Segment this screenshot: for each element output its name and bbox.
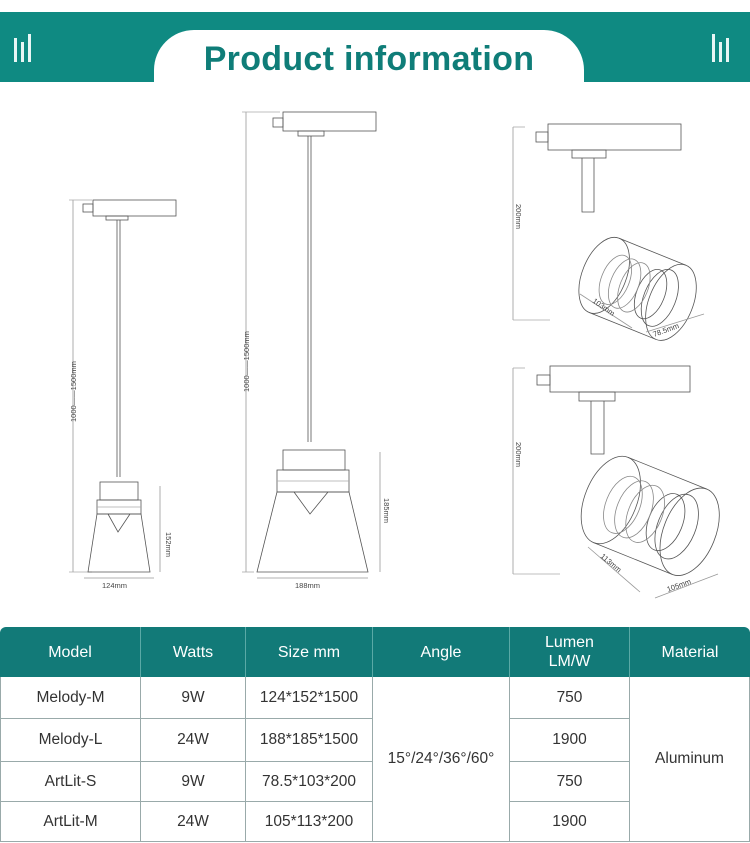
column-header-size: Size mm [277, 643, 341, 661]
melody-l-drawing [242, 112, 380, 578]
table-cell-lumen: 1900 [510, 719, 630, 762]
melody-m-height: 152mm [164, 532, 173, 558]
table-cell-model: Melody-L [0, 719, 141, 762]
table-cell-watts: 24W [141, 802, 246, 842]
melody-l-height: 185mm [382, 498, 391, 524]
table-cell-lumen: 750 [510, 762, 630, 802]
table-cell-size: 105*113*200 [246, 802, 373, 842]
column-header-model: Model [48, 643, 92, 661]
table-cell-watts: 24W [141, 719, 246, 762]
melody-m-drawing [69, 200, 176, 578]
artlit-s-diameter: 78.5mm [651, 321, 681, 339]
table-cell-size: 78.5*103*200 [246, 762, 373, 802]
header-title-area [0, 12, 750, 82]
table-cell-model: ArtLit-M [0, 802, 141, 842]
artlit-m-depth: 113mm [598, 551, 624, 575]
table-cell-model: ArtLit-S [0, 762, 141, 802]
table-cell-angle: 15°/24°/36°/60° [373, 677, 510, 842]
table-cell-watts: 9W [141, 762, 246, 802]
melody-l-width: 188mm [295, 581, 321, 590]
table-cell-material: Aluminum [630, 677, 750, 842]
artlit-m-drawing [513, 366, 731, 598]
artlit-m-height: 200mm [514, 442, 523, 468]
artlit-m-diameter: 105mm [665, 576, 693, 594]
column-header-material: Material [661, 643, 719, 661]
spec-table [0, 627, 750, 842]
melody-l-height-range: 1000——1500mm [242, 331, 251, 392]
table-cell-lumen: 750 [510, 677, 630, 719]
table-cell-watts: 9W [141, 677, 246, 719]
column-header-watts: Watts [172, 643, 214, 661]
drawings-svg [0, 82, 750, 627]
table-body [0, 677, 750, 842]
artlit-s-depth: 103mm [590, 296, 617, 318]
page-title: Product information [203, 40, 535, 78]
table-cell-model: Melody-M [0, 677, 141, 719]
melody-m-height-range: 1000——1500mm [69, 361, 78, 422]
table-cell-size: 188*185*1500 [246, 719, 373, 762]
artlit-s-height: 200mm [514, 204, 523, 230]
table-cell-lumen: 1900 [510, 802, 630, 842]
table-cell-size: 124*152*1500 [246, 677, 373, 719]
melody-m-width: 124mm [102, 581, 128, 590]
column-header-lumen: Lumen LM/W [545, 634, 594, 670]
column-header-angle: Angle [420, 643, 462, 661]
product-drawings [0, 82, 750, 627]
table-header [0, 627, 750, 677]
